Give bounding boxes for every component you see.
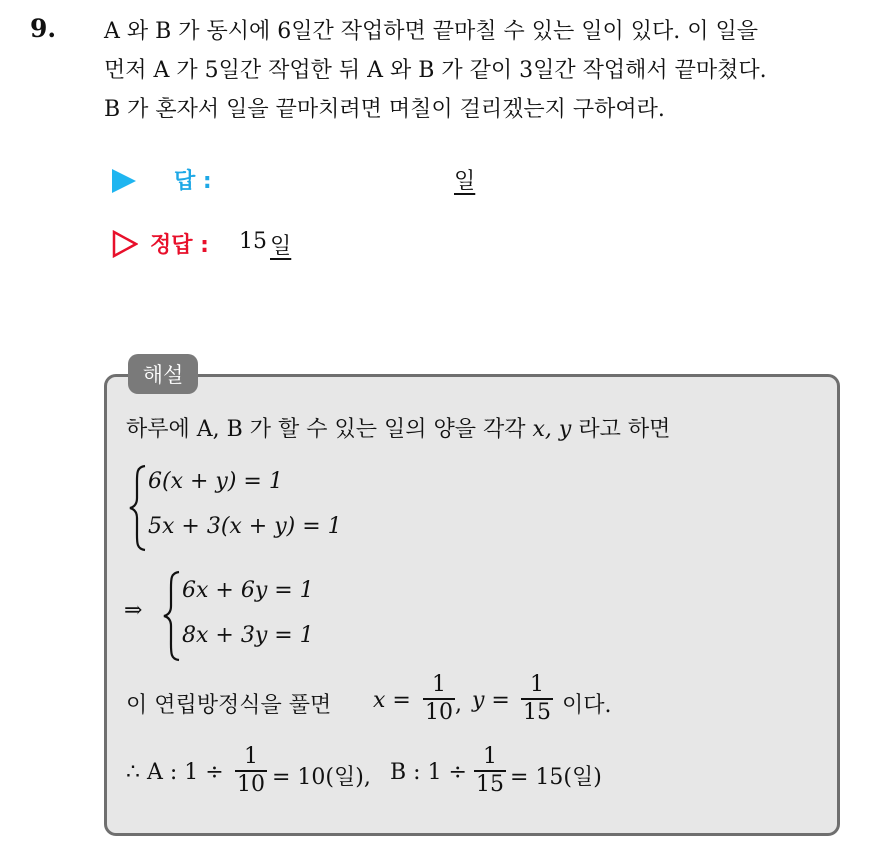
correct-answer-value: 15 — [239, 229, 267, 254]
fraction-y-denominator: 15 — [523, 699, 551, 725]
fraction-y-numerator: 1 — [530, 672, 544, 697]
question-number: 9. — [30, 14, 57, 43]
left-brace-2 — [162, 570, 182, 662]
fraction-a — [235, 744, 267, 798]
fraction-b-numerator: 1 — [483, 744, 497, 769]
question-line-2: 먼저 A 가 5일간 작업한 뒤 A 와 B 가 같이 3일간 작업해서 끝마쳤다. — [104, 58, 767, 83]
play-triangle-icon — [112, 169, 136, 193]
fraction-x-numerator: 1 — [432, 672, 446, 697]
result-text: 이 연립방정식을 풀면 — [126, 693, 332, 718]
fraction-x — [423, 672, 455, 726]
fraction-a-denominator: 10 — [237, 771, 265, 797]
question-line-3: B 가 혼자서 일을 끝마치려면 며칠이 걸리겠는지 구하여라. — [104, 97, 665, 122]
result-y-lhs: y = — [472, 688, 510, 713]
result-separator: , — [455, 692, 462, 717]
fraction-y — [521, 672, 553, 726]
fraction-b-denominator: 15 — [476, 771, 504, 797]
intro-post: 라고 하면 — [578, 417, 671, 442]
implies-arrow: ⇒ — [124, 598, 143, 623]
left-brace-1 — [128, 464, 148, 552]
fraction-a-numerator: 1 — [244, 744, 258, 769]
system1-eq1: 6(x + y) = 1 — [148, 469, 283, 494]
final-b-part: B : 1 ÷ — [390, 760, 467, 785]
system2-eq2: 8x + 3y = 1 — [182, 623, 314, 648]
question-text — [104, 12, 874, 129]
fraction-x-denominator: 10 — [425, 699, 453, 725]
intro-vars: x, y — [532, 417, 572, 442]
final-b-result: = 15(일) — [510, 765, 602, 790]
final-a-part: ∴ A : 1 ÷ — [126, 760, 224, 785]
system1-eq2: 5x + 3(x + y) = 1 — [148, 514, 342, 539]
result-post: 이다. — [562, 693, 612, 718]
question-line-1: A 와 B 가 동시에 6일간 작업하면 끝마칠 수 있는 일이 있다. 이 일을 — [104, 19, 759, 44]
fraction-b — [474, 744, 506, 798]
solution-tab: 해설 — [128, 354, 198, 394]
answer-label: 답 : — [174, 169, 212, 194]
system2-eq1: 6x + 6y = 1 — [182, 578, 314, 603]
final-a-result: = 10(일), — [272, 765, 371, 790]
answer-row — [112, 162, 512, 198]
correct-answer-label: 정답 : — [150, 233, 209, 258]
correct-answer-unit: 일 — [270, 234, 292, 259]
solution-intro — [126, 412, 670, 443]
result-x-lhs: x = — [373, 688, 411, 713]
outline-triangle-icon — [112, 230, 138, 258]
answer-unit: 일 — [454, 169, 476, 194]
correct-answer-row — [112, 226, 512, 262]
intro-text: 하루에 A, B 가 할 수 있는 일의 양을 각각 — [126, 417, 526, 442]
